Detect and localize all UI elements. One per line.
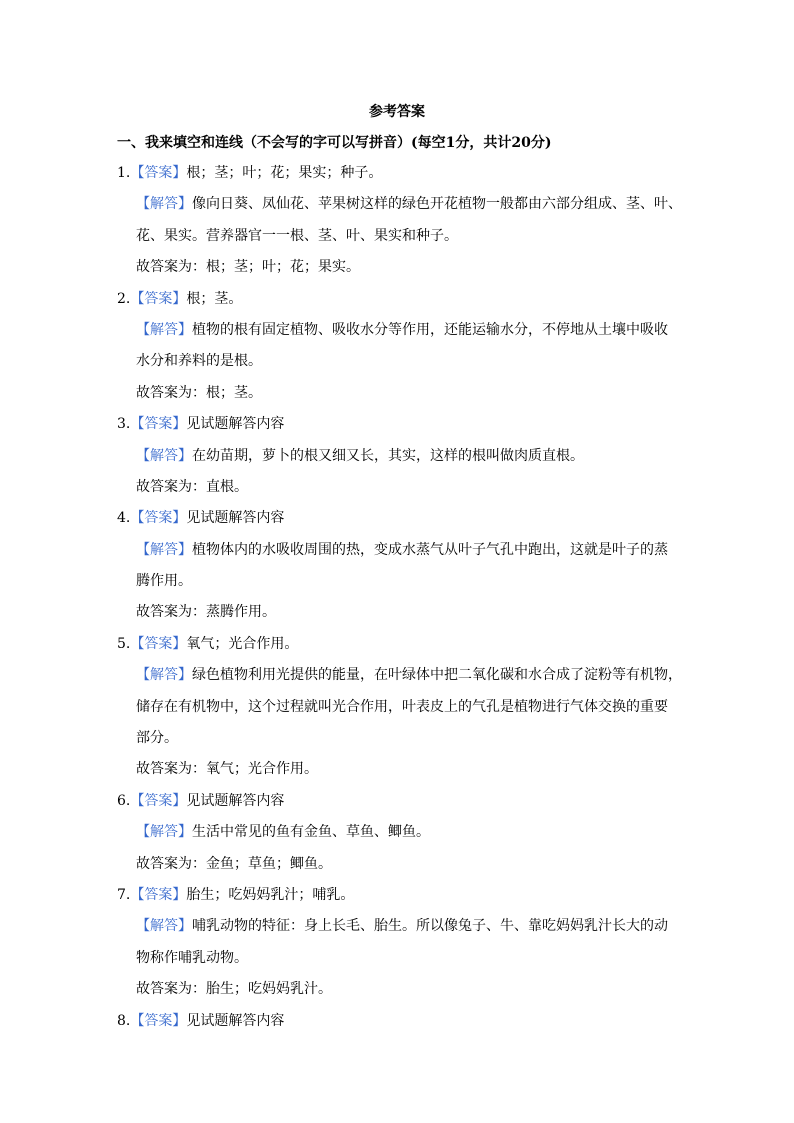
analysis-tag: 【解答】	[136, 196, 192, 213]
answer-line	[117, 633, 677, 664]
final-answer: 故答案为：金鱼；草鱼；鲫鱼。	[136, 855, 332, 872]
final-answer: 故答案为：根；茎。	[136, 384, 262, 401]
answer-item	[117, 633, 682, 790]
analysis-tag: 【解答】	[136, 824, 192, 841]
analysis-line	[117, 664, 682, 695]
section-heading: 一、我来填空和连线（不会写的字可以写拼音）(每空1分，共计20分)	[117, 135, 552, 151]
item-number: 1.	[117, 165, 131, 181]
item-number: 2.	[117, 290, 131, 307]
answer-text: 见试题解答内容	[186, 1012, 285, 1029]
analysis-line: 部分。	[136, 730, 178, 747]
analysis-tag: 【解答】	[136, 447, 192, 464]
analysis-text: 植物体内的水吸收周围的热，变成水蒸气从叶子气孔中跑出，这就是叶子的蒸	[192, 541, 668, 558]
final-answer: 故答案为：胎生；吃妈妈乳汁。	[136, 981, 332, 998]
answer-tag: 【答案】	[130, 290, 187, 307]
answer-text: 氧气；光合作用。	[186, 635, 299, 652]
analysis-line: 储存在有机物中，这个过程就叫光合作用，叶表皮上的气孔是植物进行气体交换的重要	[136, 698, 668, 715]
analysis-text: 绿色植物利用光提供的能量，在叶绿体中把二氧化碳和水合成了淀粉等有机物，	[192, 667, 682, 684]
analysis-line: 花、果实。营养器官一一根、茎、叶、果实和种子。	[136, 227, 458, 244]
final-answer: 故答案为：氧气；光合作用。	[136, 761, 318, 778]
answer-line	[117, 884, 677, 915]
answer-tag: 【答案】	[130, 635, 187, 652]
answer-text: 根；茎；叶；花；果实；种子。	[186, 165, 383, 181]
analysis-line	[117, 539, 677, 570]
final-answer: 故答案为：蒸腾作用。	[136, 604, 276, 621]
answer-item	[117, 162, 682, 288]
answer-text: 见试题解答内容	[186, 416, 285, 433]
answer-line	[117, 507, 677, 538]
analysis-text: 植物的根有固定植物、吸收水分等作用，还能运输水分，不停地从土壤中吸收	[192, 321, 668, 338]
item-number: 8.	[117, 1012, 131, 1029]
answer-item	[117, 790, 677, 884]
answer-line	[117, 413, 677, 444]
analysis-tag: 【解答】	[136, 541, 192, 558]
analysis-text: 生活中常见的鱼有金鱼、草鱼、鲫鱼。	[192, 824, 430, 841]
analysis-line: 物称作哺乳动物。	[136, 949, 248, 966]
analysis-text: 在幼苗期，萝卜的根又细又长，其实，这样的根叫做肉质直根。	[192, 447, 584, 464]
answer-line	[117, 162, 677, 193]
answer-tag: 【答案】	[130, 886, 187, 903]
answer-item	[117, 288, 677, 414]
item-number: 3.	[117, 416, 131, 433]
answer-line	[117, 790, 677, 821]
answer-text: 根；茎。	[186, 290, 243, 307]
analysis-text: 像向日葵、凤仙花、苹果树这样的绿色开花植物一般都由六部分组成、茎、叶、	[192, 196, 682, 213]
answer-list	[117, 162, 682, 1041]
analysis-text: 哺乳动物的特征：身上长毛、胎生。所以像兔子、牛、靠吃妈妈乳汁长大的动	[192, 918, 668, 935]
analysis-line	[117, 319, 677, 350]
answer-tag: 【答案】	[130, 510, 187, 527]
analysis-line	[117, 821, 677, 852]
analysis-line	[117, 445, 677, 476]
analysis-tag: 【解答】	[136, 918, 192, 935]
answer-line	[117, 288, 677, 319]
answer-tag: 【答案】	[130, 416, 187, 433]
answer-line	[117, 1010, 677, 1041]
analysis-line: 水分和养料的是根。	[136, 353, 262, 370]
answer-item	[117, 507, 677, 633]
analysis-tag: 【解答】	[136, 667, 192, 684]
final-answer: 故答案为：直根。	[136, 478, 248, 495]
answer-item	[117, 413, 677, 507]
analysis-line	[117, 915, 677, 946]
analysis-tag: 【解答】	[136, 321, 192, 338]
answer-text: 见试题解答内容	[186, 792, 285, 809]
answer-item	[117, 1010, 677, 1041]
answer-tag: 【答案】	[130, 1012, 187, 1029]
page-title: 参考答案	[369, 104, 425, 120]
final-answer: 故答案为：根；茎；叶；花；果实。	[136, 259, 360, 276]
analysis-line	[117, 193, 682, 224]
item-number: 6.	[117, 792, 131, 809]
answer-tag: 【答案】	[130, 792, 187, 809]
item-number: 4.	[117, 510, 131, 527]
analysis-line: 腾作用。	[136, 573, 192, 590]
item-number: 5.	[117, 635, 131, 652]
item-number: 7.	[117, 886, 131, 903]
answer-text: 见试题解答内容	[186, 510, 285, 527]
answer-text: 胎生；吃妈妈乳汁；哺乳。	[186, 886, 355, 903]
answer-item	[117, 884, 677, 1010]
answer-tag: 【答案】	[130, 165, 187, 181]
